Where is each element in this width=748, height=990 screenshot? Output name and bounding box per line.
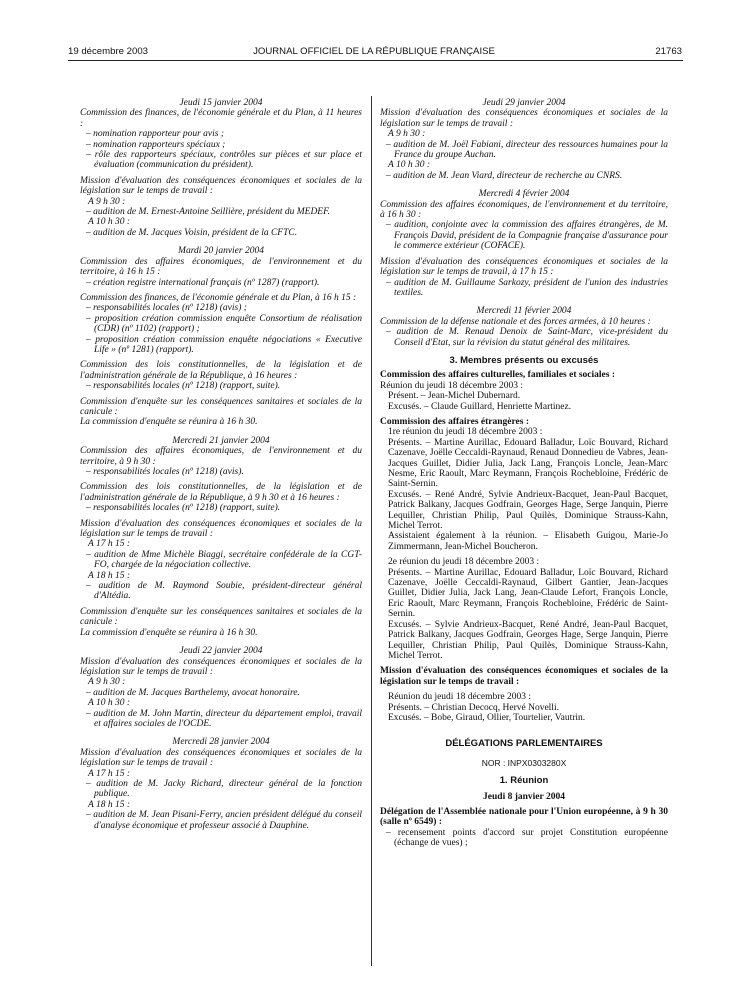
agenda-title: Mission d'évaluation des conséquences économiques et sociales de la législation sur le temps de travail : [380,108,668,129]
agenda-title: Commission de la défense nationale et des forces armées, à 10 heures : [380,316,651,327]
agenda-item: – audition de M. Raymond Soubie, président-directeur général d'Altédia. [86,581,362,602]
agenda-note: La commission d'enquête se réunira à 16 h 30. [80,417,258,428]
day-heading: Mercredi 11 février 2004 [476,306,572,317]
day-heading: Mercredi 4 février 2004 [478,189,570,200]
day-heading: Jeudi 22 janvier 2004 [179,646,263,657]
agenda-title: Commission des affaires économiques, de l'environnement et du territoire, à 16 h 15 : [80,256,362,278]
section-heading: 1. Réunion [499,775,549,787]
agenda-time: A 10 h 30 : [388,160,431,171]
committee-title: Commission des affaires culturelles, familiales et sociales : [380,370,616,381]
agenda-title: Mission d'évaluation des conséquences économiques et sociales de la législation sur le temps de travail : [80,656,362,677]
agenda-time: A 9 h 30 : [88,677,126,688]
agenda-item: – responsabilités locales (nº 1218) (avis) ; [86,303,247,314]
agenda-time: A 9 h 30 : [88,196,126,207]
day-heading: Mercredi 21 janvier 2004 [172,435,270,446]
agenda-item: – audition de M. Jacky Richard, directeur général de la fonction publique. [86,778,362,800]
agenda-title: Commission des lois constitutionnelles, de la législation et de l'administration générale de la République, à 16 heures : [80,360,362,381]
delegations-heading: DÉLÉGATIONS PARLEMENTAIRES [445,738,603,750]
present-list: Présents. – Christian Decocq, Hervé Novelli. [388,702,559,713]
agenda-item: – audition de M. Jacques Voisin, président de la CFTC. [86,227,298,238]
present-list: Présents. – Martine Aurillac, Edouard Balladur, Loïc Bouvard, Richard Cazenave, Joëlle Ceccaldi-Raynaud, Renaud Donnedieu de Vabres, Jean-Jacques Guillet, Didier Julia, Jack Lang, François Loncle, Jean-Marc Nesme, Eric Raoult, Marc Reymann, François Rochebloine, Frédéric de Saint-Sernin. [388,437,668,490]
agenda-time: A 9 h 30 : [388,129,426,140]
agenda-time: A 10 h 30 : [88,698,131,709]
agenda-item: – proposition création commission enquête Consortium de réalisation (CDR) (nº 1102) (rapport) ; [86,313,362,335]
agenda-item: – audition de M. Jacques Barthelemy, avocat honoraire. [86,687,300,698]
header-title: JOURNAL OFFICIEL DE LA RÉPUBLIQUE FRANÇAISE [253,46,495,57]
agenda-title: Commission des affaires économiques, de l'environnement et du territoire, à 16 h 30 : [380,199,668,221]
agenda-title: Mission d'évaluation des conséquences économiques et sociales de la législation sur le temps de travail : [80,518,362,540]
header-page-number: 21763 [655,46,682,57]
committee-title: Commission des affaires étrangères : [380,416,529,427]
agenda-title: Commission des finances, de l'économie générale et du Plan, à 16 h 15 : [80,292,357,303]
agenda-item: – nomination rapporteur pour avis ; [86,129,225,140]
agenda-item: – audition de M. Joël Fabiani, directeur des ressources humaines pour la France du groupe Auchan. [386,139,668,161]
left-column [80,98,362,831]
agenda-time: A 18 h 15 : [88,570,131,581]
agenda-item: – création registre international français (nº 1287) (rapport). [86,277,320,288]
agenda-note: La commission d'enquête se réunira à 16 h 30. [80,627,258,638]
agenda-item: – responsabilités locales (nº 1218) (rapport, suite). [86,381,281,392]
agenda-title: Mission d'évaluation des conséquences économiques et sociales de la législation sur le temps de travail : [80,175,362,197]
agenda-item: – rôle des rapporteurs spéciaux, contrôles sur pièces et sur place et évaluation (communication du président). [86,150,362,171]
agenda-item: – audition de M. Ernest-Antoine Seillière, président du MEDEF. [86,207,331,218]
agenda-item: – proposition création commission enquête négociations « Executive Life » (nº 1281) (rapport). [86,334,362,355]
agenda-item: – nomination rapporteurs spéciaux ; [86,139,226,150]
meeting-line: Réunion du jeudi 18 décembre 2003 : [380,380,523,391]
meeting-line: 1re réunion du jeudi 18 décembre 2003 : [388,427,543,438]
meeting-line: 2e réunion du jeudi 18 décembre 2003 : [388,557,540,568]
day-heading: Jeudi 15 janvier 2004 [179,98,263,108]
nor-reference: NOR : INPX0303280X [481,757,567,768]
agenda-title: Commission d'enquête sur les conséquences sanitaires et sociales de la canicule : [80,606,362,628]
agenda-time: A 17 h 15 : [88,539,131,550]
day-heading: Jeudi 8 janvier 2004 [483,791,565,802]
excused-list: Excusés. – Claude Guillard, Henriette Martinez. [388,401,572,412]
agenda-item: – responsabilités locales (nº 1218) (avis). [86,467,244,477]
present-list: Présents. – Martine Aurillac, Edouard Balladur, Loïc Bouvard, Richard Cazenave, Joëlle Ceccaldi-Raynaud, Gilbert Gantier, Jean-Jacques Guillet, Didier Julia, Jack Lang, Jean-Claude Lefort, François Loncle, Eric Raoult, Marc Reymann, François Rochebloine, Frédéric de Saint-Sernin. [388,567,668,620]
excused-list: Excusés. – René André, Sylvie Andrieux-Bacquet, Jean-Paul Bacquet, Patrick Balkany, Jacques Godfrain, Georges Hage, Serge Janquin, Pierre Lequiller, Christian Philip, Paul Quilès, Dominique Strauss-Kahn, Michel Terrot. [388,489,668,532]
present-list: Présent. – Jean-Michel Dubernard. [388,391,521,402]
agenda-item: – audition de M. John Martin, directeur du département emploi, travail et affaires sociales de l'OCDE. [86,708,362,729]
agenda-title: Commission des finances, de l'économie générale et du Plan, à 11 heures : [80,108,362,129]
excused-list: Excusés. – Bobe, Giraud, Ollier, Tourtelier, Vautrin. [388,712,586,723]
day-heading: Mercredi 28 janvier 2004 [172,737,270,748]
delegation-title: Délégation de l'Assemblée nationale pour l'Union européenne, à 9 h 30 (salle nº 6549) : [380,806,668,828]
agenda-title: Mission d'évaluation des conséquences économiques et sociales de la législation sur le temps de travail : [80,747,362,769]
agenda-title: Commission des affaires économiques, de l'environnement et du territoire, à 9 h 30 : [80,446,362,467]
agenda-item: – audition de M. Renaud Denoix de Saint-Marc, vice-président du Conseil d'Etat, sur la révision du statut général des militaires. [386,327,668,348]
attendee-list: Assistaient également à la réunion. – Elisabeth Guigou, Marie-Jo Zimmermann, Jean-Michel Boucheron. [388,531,668,552]
day-heading: Mardi 20 janvier 2004 [178,246,264,257]
committee-title: Mission d'évaluation des conséquences économiques et sociales de la législation sur le temps de travail : [380,666,668,687]
agenda-title: Mission d'évaluation des conséquences économiques et sociales de la législation sur le temps de travail, à 17 h 15 : [380,256,668,278]
column-divider [371,96,372,966]
header-date: 19 décembre 2003 [68,46,149,57]
agenda-item: – audition de Mme Michèle Biaggi, secrétaire confédérale de la CGT-FO, chargée de la négociation collective. [86,549,362,571]
agenda-item: – recensement points d'accord sur projet Constitution européenne (échange de vues) ; [386,827,668,849]
agenda-item: – responsabilités locales (nº 1218) (rapport, suite). [86,503,281,514]
day-heading: Jeudi 29 janvier 2004 [482,98,566,108]
agenda-time: A 18 h 15 : [88,799,131,810]
header-rule [68,60,683,61]
agenda-title: Commission d'enquête sur les conséquences sanitaires et sociales de la canicule : [80,396,362,417]
agenda-item: – audition de M. Jean Pisani-Ferry, ancien président délégué du conseil d'analyse économique et professeur associé à Dauphine. [86,810,362,831]
meeting-line: Réunion du jeudi 18 décembre 2003 : [388,692,531,703]
agenda-time: A 17 h 15 : [88,768,131,779]
section-heading: 3. Membres présents ou excusés [449,354,599,366]
excused-list: Excusés. – Sylvie Andrieux-Bacquet, René André, Jean-Paul Bacquet, Patrick Balkany, Jacques Godfrain, Georges Hage, Serge Janquin, Pierre Lequiller, Christian Philip, Paul Quilès, Dominique Strauss-Kahn, Michel Terrot. [388,619,668,661]
agenda-item: – audition de M. Jean Viard, directeur de recherche au CNRS. [386,170,623,181]
agenda-item: – audition, conjointe avec la commission des affaires étrangères, de M. François David, président de la Compagnie française d'assurance pour le commerce extérieur (COFACE). [386,220,668,252]
agenda-item: – audition de M. Guillaume Sarkozy, président de l'union des industries textiles. [386,277,668,298]
agenda-time: A 10 h 30 : [88,217,131,228]
right-column [380,98,668,849]
agenda-title: Commission des lois constitutionnelles, de la législation et de l'administration générale de la République, à 9 h 30 et à 16 heures : [80,482,362,503]
